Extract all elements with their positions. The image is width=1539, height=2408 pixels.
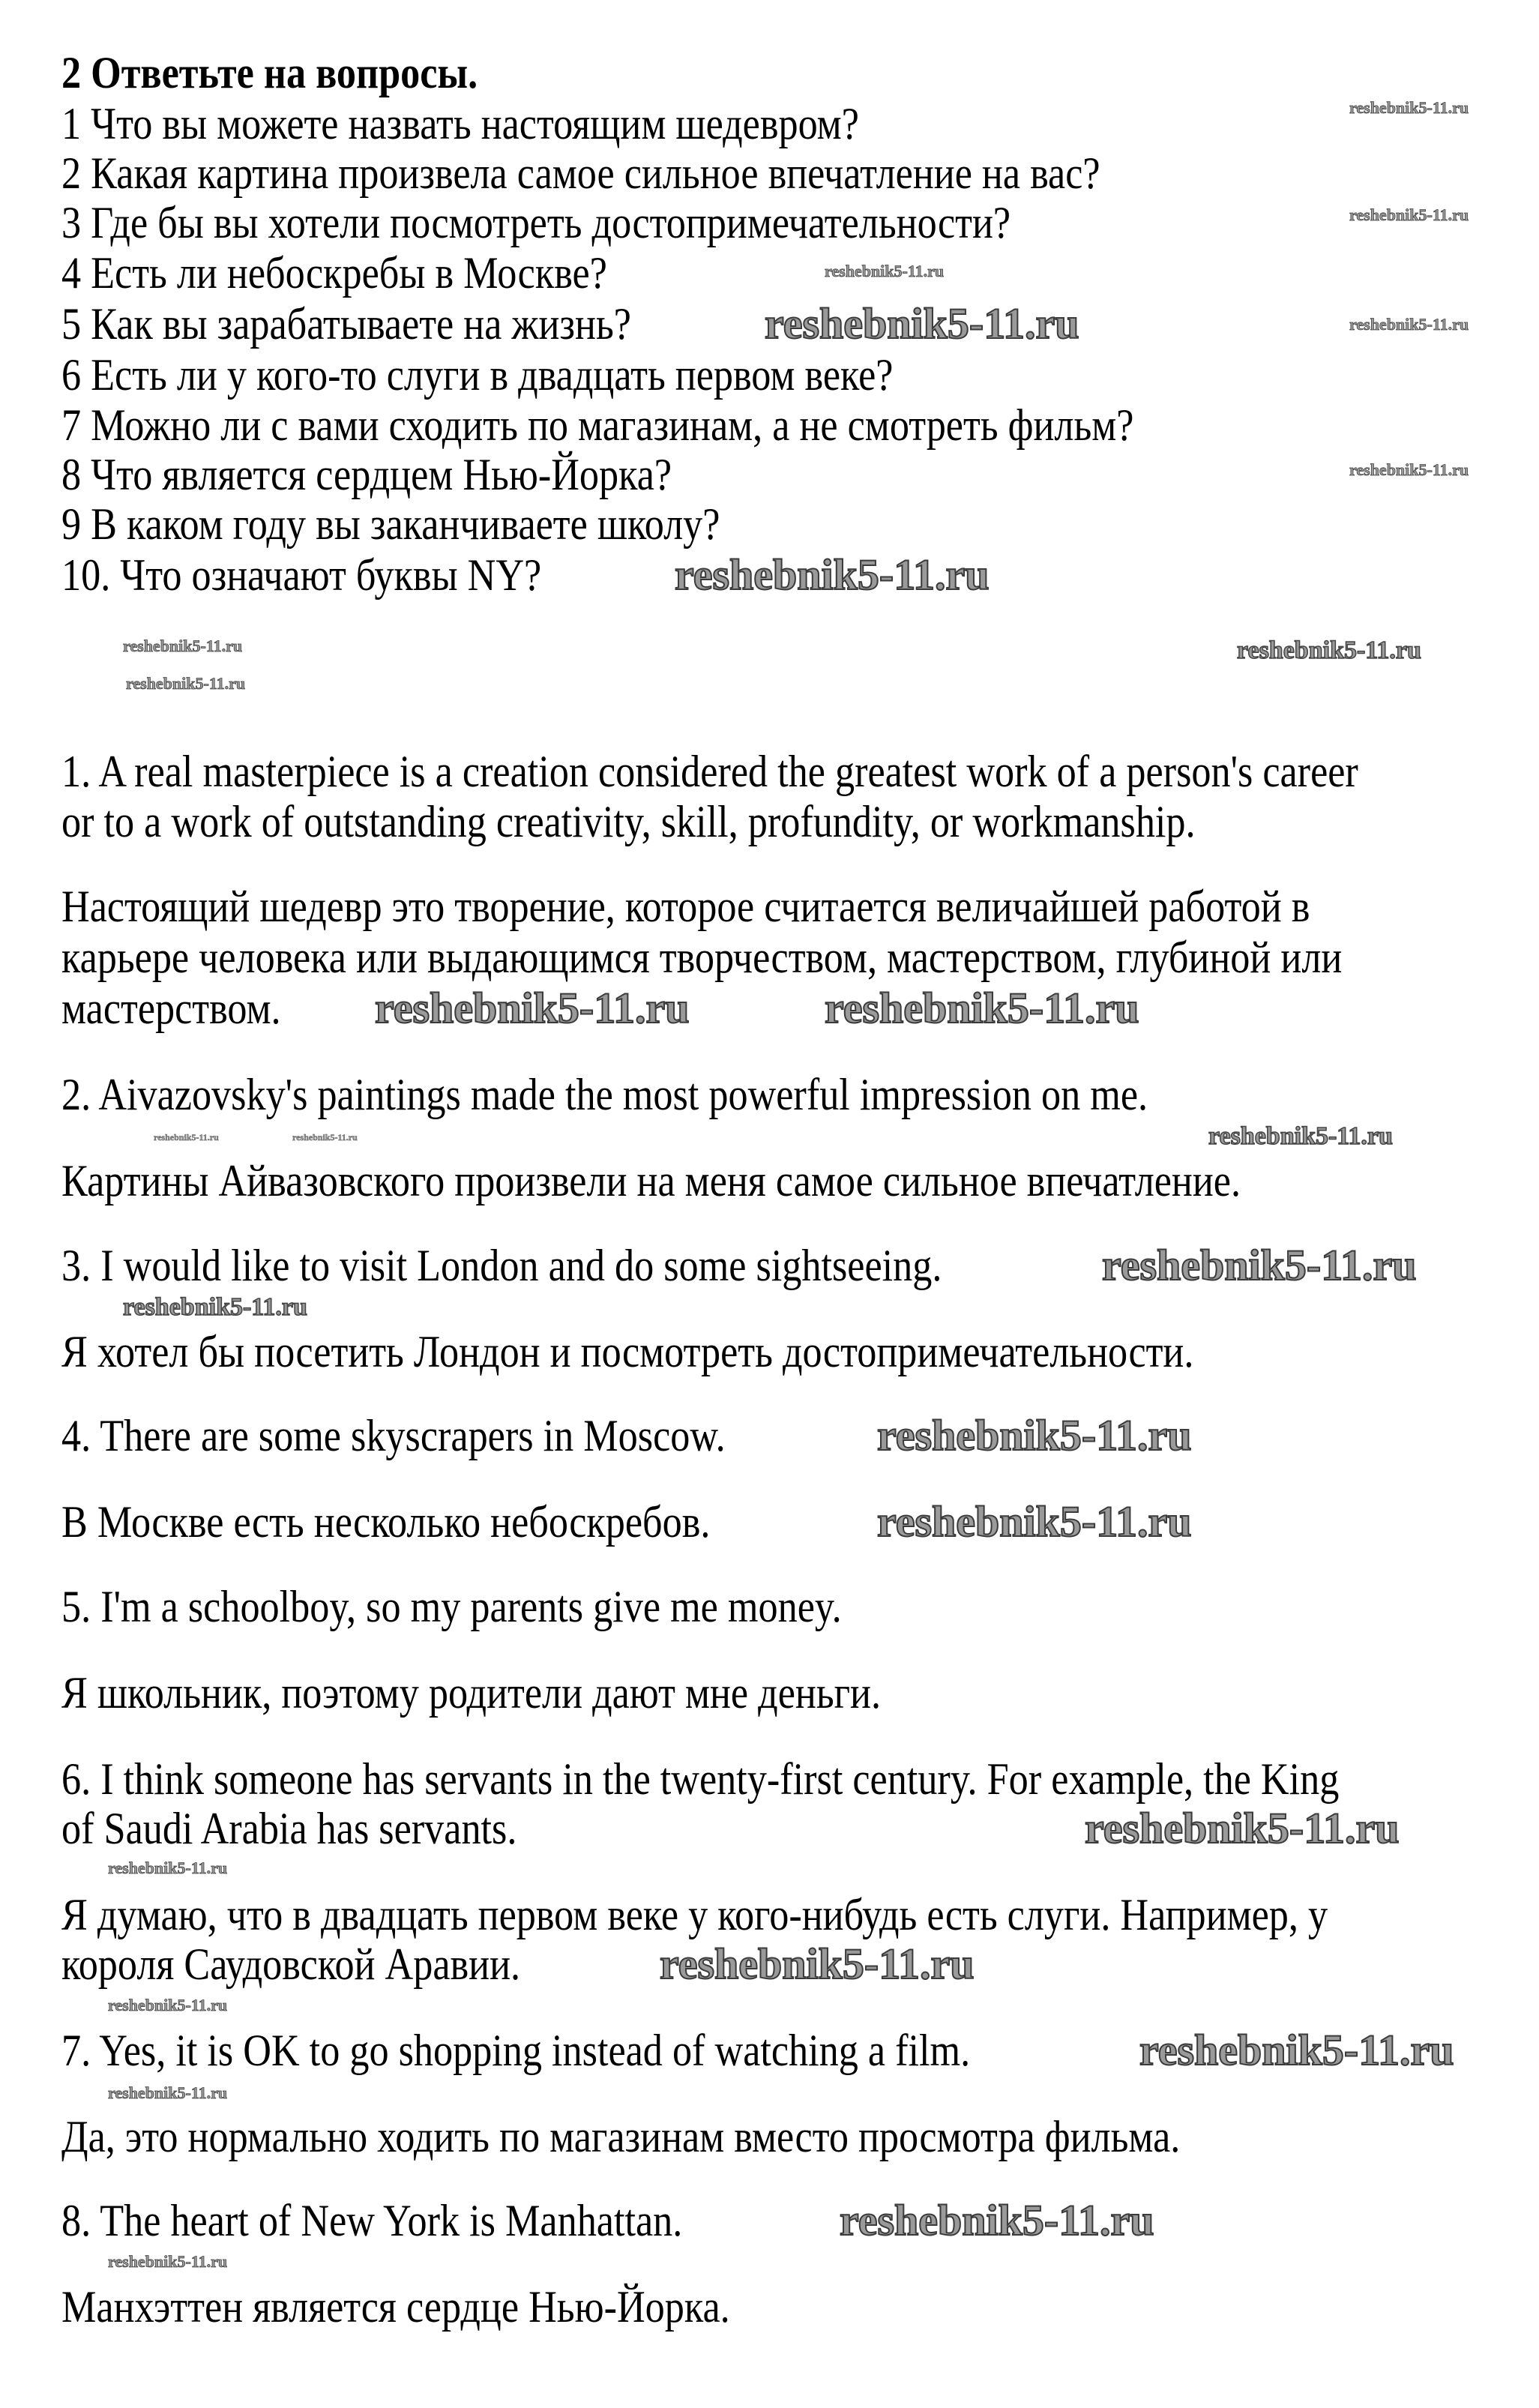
answer-line: 2. Aivazovsky's paintings made the most powerful impression on me. — [61, 1070, 1148, 1119]
watermark: reshebnik5-11.ru — [1139, 2026, 1454, 2074]
answer-line: 5. I'm a schoolboy, so my parents give me money. — [61, 1582, 842, 1631]
watermark: reshebnik5-11.ru — [126, 674, 246, 693]
watermark: reshebnik5-11.ru — [1085, 1804, 1400, 1852]
watermark: reshebnik5-11.ru — [108, 1996, 228, 2014]
question-3: 3 Где бы вы хотели посмотреть достопримечательности? — [61, 198, 1011, 247]
watermark: reshebnik5-11.ru — [292, 1132, 358, 1143]
watermark: reshebnik5-11.ru — [675, 550, 990, 599]
question-2: 2 Какая картина произвела самое сильное впечатление на вас? — [61, 148, 1100, 198]
answer-line: Манхэттен является сердце Нью-Йорка. — [61, 2282, 730, 2332]
answer-line: or to a work of outstanding creativity, skill, profundity, or workmanship. — [61, 797, 1196, 846]
answer-line: of Saudi Arabia has servants. — [61, 1804, 517, 1853]
exercise-heading: 2 Ответьте на вопросы. — [61, 48, 478, 97]
question-10: 10. Что означают буквы NY? — [61, 550, 542, 600]
answer-line: 6. I think someone has servants in the twenty-first century. For example, the King — [61, 1754, 1340, 1804]
watermark: reshebnik5-11.ru — [765, 299, 1079, 348]
watermark: reshebnik5-11.ru — [1102, 1241, 1417, 1289]
answer-line: мастерством. — [61, 984, 281, 1033]
watermark: reshebnik5-11.ru — [1237, 636, 1421, 664]
watermark: reshebnik5-11.ru — [154, 1132, 219, 1143]
watermark: reshebnik5-11.ru — [825, 984, 1139, 1032]
question-8: 8 Что является сердцем Нью-Йорка? — [61, 450, 672, 499]
answer-line: Да, это нормально ходить по магазинам вместо просмотра фильма. — [61, 2112, 1181, 2161]
watermark: reshebnik5-11.ru — [877, 1411, 1192, 1460]
watermark: reshebnik5-11.ru — [840, 2196, 1154, 2245]
watermark: reshebnik5-11.ru — [1349, 315, 1469, 334]
watermark: reshebnik5-11.ru — [1208, 1122, 1393, 1150]
answer-line: В Москве есть несколько небоскребов. — [61, 1497, 711, 1547]
question-5: 5 Как вы зарабатываете на жизнь? — [61, 299, 631, 349]
question-6: 6 Есть ли у кого-то слуги в двадцать первом веке? — [61, 350, 894, 400]
watermark: reshebnik5-11.ru — [123, 636, 243, 655]
answer-line: Я думаю, что в двадцать первом веке у кого-нибудь есть слуги. Например, у — [61, 1890, 1328, 1939]
watermark: reshebnik5-11.ru — [375, 984, 690, 1032]
watermark: reshebnik5-11.ru — [123, 1293, 307, 1321]
question-1: 1 Что вы можете назвать настоящим шедевром? — [61, 99, 859, 148]
watermark: reshebnik5-11.ru — [108, 1858, 228, 1877]
answer-line: 4. There are some skyscrapers in Moscow. — [61, 1411, 726, 1460]
answer-line: 8. The heart of New York is Manhattan. — [61, 2196, 683, 2245]
answer-line: Я хотел бы посетить Лондон и посмотреть достопримечательности. — [61, 1327, 1194, 1376]
question-9: 9 В каком году вы заканчиваете школу? — [61, 499, 720, 549]
answer-line: 3. I would like to visit London and do some sightseeing. — [61, 1241, 942, 1290]
answer-line: Картины Айвазовского произвели на меня самое сильное впечатление. — [61, 1156, 1241, 1205]
answer-line: Я школьник, поэтому родители дают мне деньги. — [61, 1668, 882, 1718]
answer-line: короля Саудовской Аравии. — [61, 1939, 521, 1989]
watermark: reshebnik5-11.ru — [108, 2252, 228, 2271]
watermark: reshebnik5-11.ru — [1349, 460, 1469, 479]
watermark: reshebnik5-11.ru — [877, 1497, 1192, 1546]
question-4: 4 Есть ли небоскребы в Москве? — [61, 248, 607, 298]
watermark: reshebnik5-11.ru — [660, 1939, 975, 1988]
answer-line: 7. Yes, it is OK to go shopping instead of watching a film. — [61, 2026, 971, 2075]
answer-line: Настоящий шедевр это творение, которое считается величайшей работой в — [61, 882, 1310, 931]
watermark: reshebnik5-11.ru — [825, 262, 945, 280]
answer-line: 1. A real masterpiece is a creation considered the greatest work of a person's career — [61, 747, 1358, 796]
answer-line: карьере человека или выдающимся творчеством, мастерством, глубиной или — [61, 933, 1343, 982]
watermark: reshebnik5-11.ru — [1349, 98, 1469, 117]
question-7: 7 Можно ли с вами сходить по магазинам, а не смотреть фильм? — [61, 400, 1134, 450]
watermark: reshebnik5-11.ru — [1349, 205, 1469, 224]
watermark: reshebnik5-11.ru — [108, 2083, 228, 2102]
